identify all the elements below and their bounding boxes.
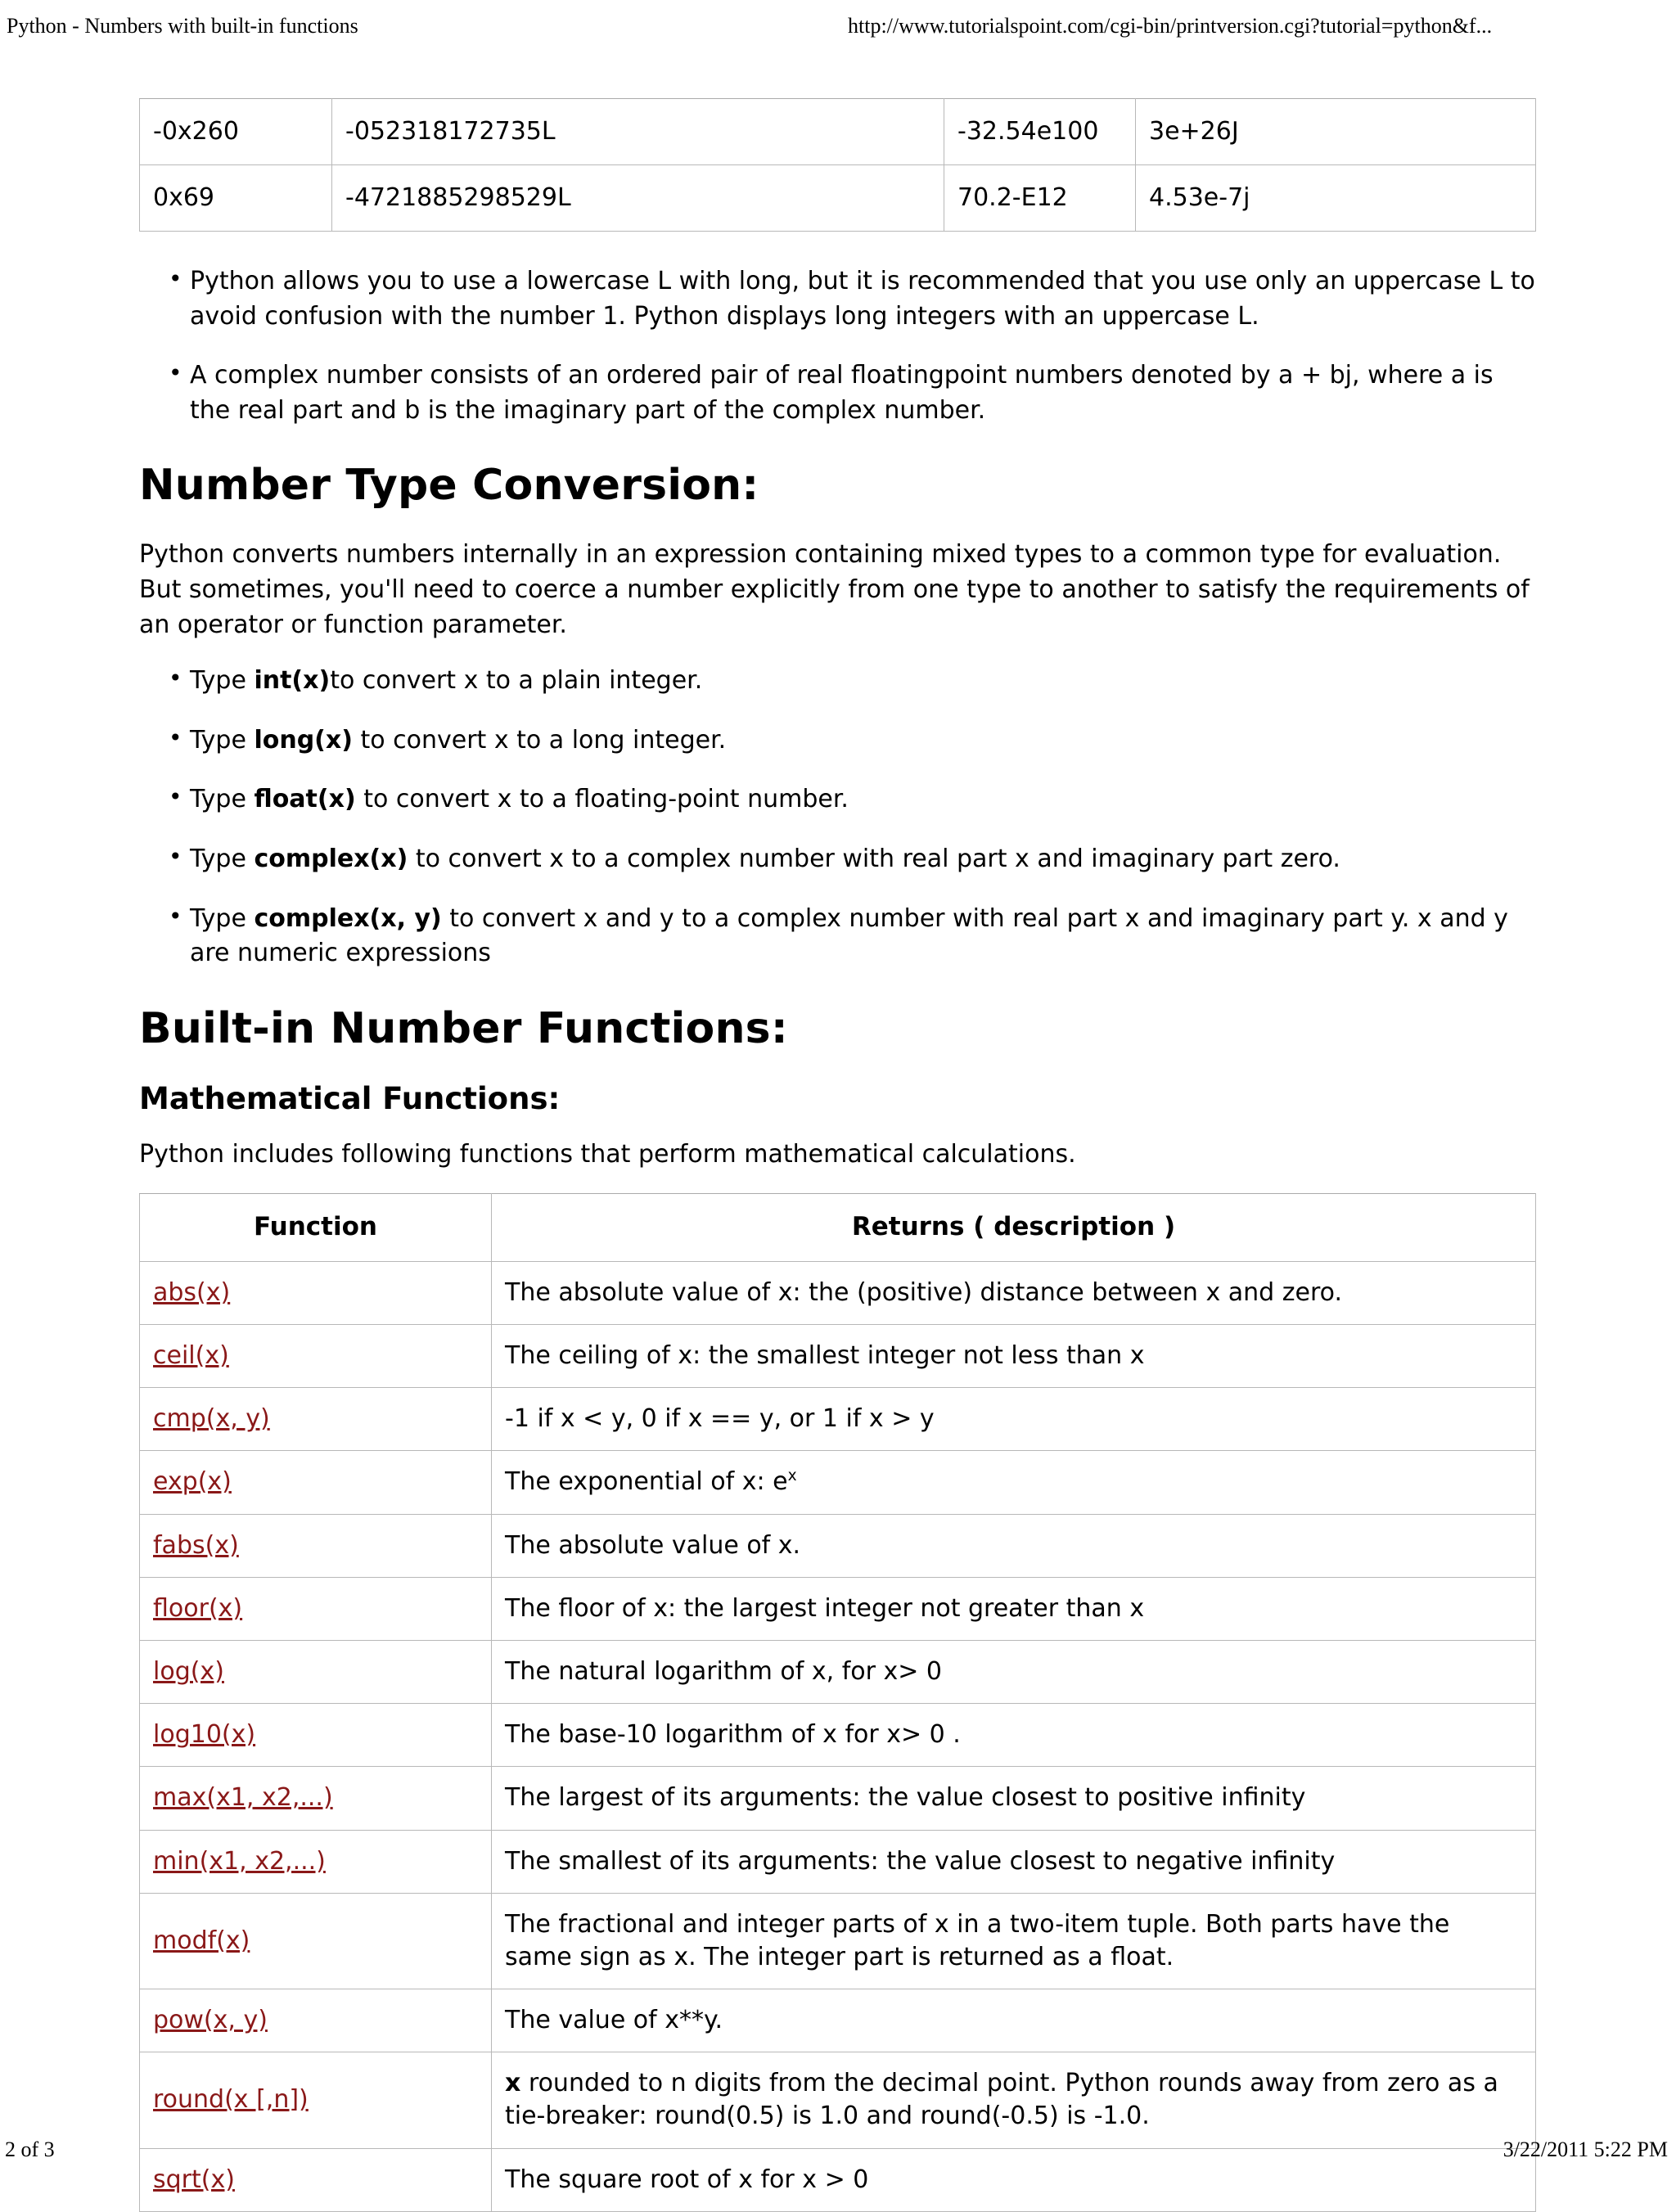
function-link-sqrt[interactable]: sqrt(x) bbox=[153, 2165, 235, 2194]
subsection-heading-mathematical-functions: Mathematical Functions: bbox=[139, 1080, 561, 1116]
document-body bbox=[139, 98, 1535, 2212]
literal-cell: 0x69 bbox=[140, 165, 332, 232]
function-description: The smallest of its arguments: the value closest to negative infinity bbox=[492, 1830, 1536, 1893]
mathematical-functions-table bbox=[139, 1193, 1536, 2212]
function-description bbox=[492, 1451, 1536, 1514]
function-cell bbox=[140, 1767, 492, 1830]
section-heading-number-type-conversion: Number Type Conversion: bbox=[139, 461, 759, 511]
function-cell bbox=[140, 1577, 492, 1640]
table-header-row bbox=[140, 1194, 1536, 1262]
function-link-max[interactable]: max(x1, x2,...) bbox=[153, 1783, 333, 1813]
conversion-tail: to convert x to a floating-point number. bbox=[355, 785, 849, 814]
function-cell bbox=[140, 1261, 492, 1324]
page-running-footer bbox=[0, 2131, 1676, 2164]
function-description: The largest of its arguments: the value closest to positive infinity bbox=[492, 1767, 1536, 1830]
conversion-code: complex(x) bbox=[254, 844, 408, 873]
table-row bbox=[140, 1893, 1536, 1989]
function-link-floor[interactable]: floor(x) bbox=[153, 1593, 243, 1623]
function-description: The fractional and integer parts of x in a two-item tuple. Both parts have the same sign as x. The integer part is returned as a float. bbox=[492, 1893, 1536, 1989]
literal-cell: -052318172735L bbox=[332, 99, 944, 165]
function-description: The absolute value of x. bbox=[492, 1514, 1536, 1577]
conversion-code: long(x) bbox=[254, 725, 353, 755]
conversion-lead: Type bbox=[190, 903, 255, 933]
list-item bbox=[139, 902, 1535, 971]
function-description: The ceiling of x: the smallest integer not less than x bbox=[492, 1325, 1536, 1388]
function-link-log10[interactable]: log10(x) bbox=[153, 1720, 256, 1750]
conversion-tail: to convert x to a long integer. bbox=[352, 725, 727, 755]
function-link-log[interactable]: log(x) bbox=[153, 1656, 224, 1686]
function-description-emphasis: x bbox=[505, 2069, 521, 2098]
list-item bbox=[139, 842, 1535, 877]
function-description: The natural logarithm of x, for x> 0 bbox=[492, 1640, 1536, 1703]
numeric-literals-table bbox=[139, 98, 1536, 232]
notes-list bbox=[139, 264, 1535, 428]
conversion-code: float(x) bbox=[254, 785, 356, 814]
function-link-abs[interactable]: abs(x) bbox=[153, 1277, 231, 1307]
function-description: The square root of x for x > 0 bbox=[492, 2148, 1536, 2211]
table-row bbox=[140, 1577, 1536, 1640]
conversion-lead: Type bbox=[190, 844, 255, 873]
conversion-tail: to convert x to a plain integer. bbox=[330, 666, 703, 696]
function-link-ceil[interactable]: ceil(x) bbox=[153, 1341, 229, 1371]
function-description: The floor of x: the largest integer not greater than x bbox=[492, 1577, 1536, 1640]
conversion-lead: Type bbox=[190, 666, 255, 696]
function-cell bbox=[140, 1893, 492, 1989]
table-row bbox=[140, 1767, 1536, 1830]
document-title: Python - Numbers with built-in functions bbox=[7, 14, 358, 38]
function-link-exp[interactable]: exp(x) bbox=[153, 1467, 232, 1497]
list-item bbox=[139, 782, 1535, 818]
function-description: The absolute value of x: the (positive) distance between x and zero. bbox=[492, 1261, 1536, 1324]
literal-cell: -32.54e100 bbox=[944, 99, 1136, 165]
column-header-function: Function bbox=[140, 1194, 492, 1262]
function-description: The value of x**y. bbox=[492, 1989, 1536, 2052]
table-row bbox=[140, 1704, 1536, 1767]
conversion-tail: to convert x to a complex number with real part x and imaginary part zero. bbox=[408, 844, 1340, 873]
function-cell bbox=[140, 1325, 492, 1388]
note-text: A complex number consists of an ordered pair of real floatingpoint numbers denoted by a + bj, where a is the real part and b is the imaginary part of the complex number. bbox=[190, 361, 1494, 425]
conversion-lead: Type bbox=[190, 725, 255, 755]
column-header-returns: Returns ( description ) bbox=[492, 1194, 1536, 1262]
table-row bbox=[140, 1830, 1536, 1893]
table-row bbox=[140, 1325, 1536, 1388]
function-link-pow[interactable]: pow(x, y) bbox=[153, 2006, 268, 2035]
function-cell bbox=[140, 1388, 492, 1451]
conversion-intro-paragraph: Python converts numbers internally in an expression containing mixed types to a common type for evaluation. But sometimes, you'll need to coerce a number explicitly from one type to another to satisfy the requirements of an operator or function parameter. bbox=[139, 540, 1530, 639]
function-link-round[interactable]: round(x [,n]) bbox=[153, 2085, 309, 2115]
table-row bbox=[140, 1640, 1536, 1703]
literal-cell: -0x260 bbox=[140, 99, 332, 165]
conversion-code: complex(x, y) bbox=[254, 903, 442, 933]
list-item bbox=[139, 358, 1535, 428]
function-cell bbox=[140, 1830, 492, 1893]
function-link-modf[interactable]: modf(x) bbox=[153, 1926, 250, 1955]
print-timestamp: 3/22/2011 5:22 PM bbox=[1503, 2138, 1668, 2161]
conversion-list bbox=[139, 664, 1535, 971]
function-description: The base-10 logarithm of x for x> 0 . bbox=[492, 1704, 1536, 1767]
list-item bbox=[139, 664, 1535, 699]
table-row bbox=[140, 1261, 1536, 1324]
function-link-cmp[interactable]: cmp(x, y) bbox=[153, 1404, 270, 1434]
literal-cell: -4721885298529L bbox=[332, 165, 944, 232]
function-cell bbox=[140, 1514, 492, 1577]
function-cell bbox=[140, 1451, 492, 1514]
conversion-tail: to convert x and y to a complex number with real part x and imaginary part y. x and y are numeric expressions bbox=[190, 903, 1508, 968]
function-description: -1 if x < y, 0 if x == y, or 1 if x > y bbox=[492, 1388, 1536, 1451]
mathematical-functions-intro: Python includes following functions that perform mathematical calculations. bbox=[139, 1139, 1076, 1169]
function-cell bbox=[140, 1704, 492, 1767]
table-row bbox=[140, 1514, 1536, 1577]
literal-cell: 3e+26J bbox=[1136, 99, 1536, 165]
source-url: http://www.tutorialspoint.com/cgi-bin/printversion.cgi?tutorial=python&f... bbox=[848, 14, 1493, 38]
literal-cell: 70.2-E12 bbox=[944, 165, 1136, 232]
function-link-min[interactable]: min(x1, x2,...) bbox=[153, 1846, 326, 1876]
section-heading-builtin-number-functions: Built-in Number Functions: bbox=[139, 1003, 788, 1053]
page-number: 2 of 3 bbox=[5, 2138, 55, 2161]
table-row bbox=[140, 99, 1536, 165]
note-text: Python allows you to use a lowercase L with long, but it is recommended that you use only an uppercase L to avoid confusion with the number 1. Python displays long integers with an uppercase L. bbox=[190, 267, 1535, 331]
function-cell bbox=[140, 1989, 492, 2052]
function-cell bbox=[140, 1640, 492, 1703]
exponent-superscript: x bbox=[787, 1467, 797, 1485]
table-row bbox=[140, 1989, 1536, 2052]
conversion-code: int(x) bbox=[254, 666, 331, 696]
table-row bbox=[140, 1388, 1536, 1451]
page-running-header bbox=[0, 8, 1676, 44]
conversion-lead: Type bbox=[190, 785, 255, 814]
list-item bbox=[139, 723, 1535, 759]
literal-cell: 4.53e-7j bbox=[1136, 165, 1536, 232]
table-row bbox=[140, 1451, 1536, 1514]
list-item bbox=[139, 264, 1535, 334]
function-description-text: The exponential of x: e bbox=[505, 1467, 788, 1497]
function-link-fabs[interactable]: fabs(x) bbox=[153, 1530, 239, 1560]
table-row bbox=[140, 165, 1536, 232]
function-description-text: rounded to n digits from the decimal point. Python rounds away from zero as a tie-breaker: round(0.5) is 1.0 and round(-0.5) is -1.0. bbox=[505, 2069, 1498, 2131]
